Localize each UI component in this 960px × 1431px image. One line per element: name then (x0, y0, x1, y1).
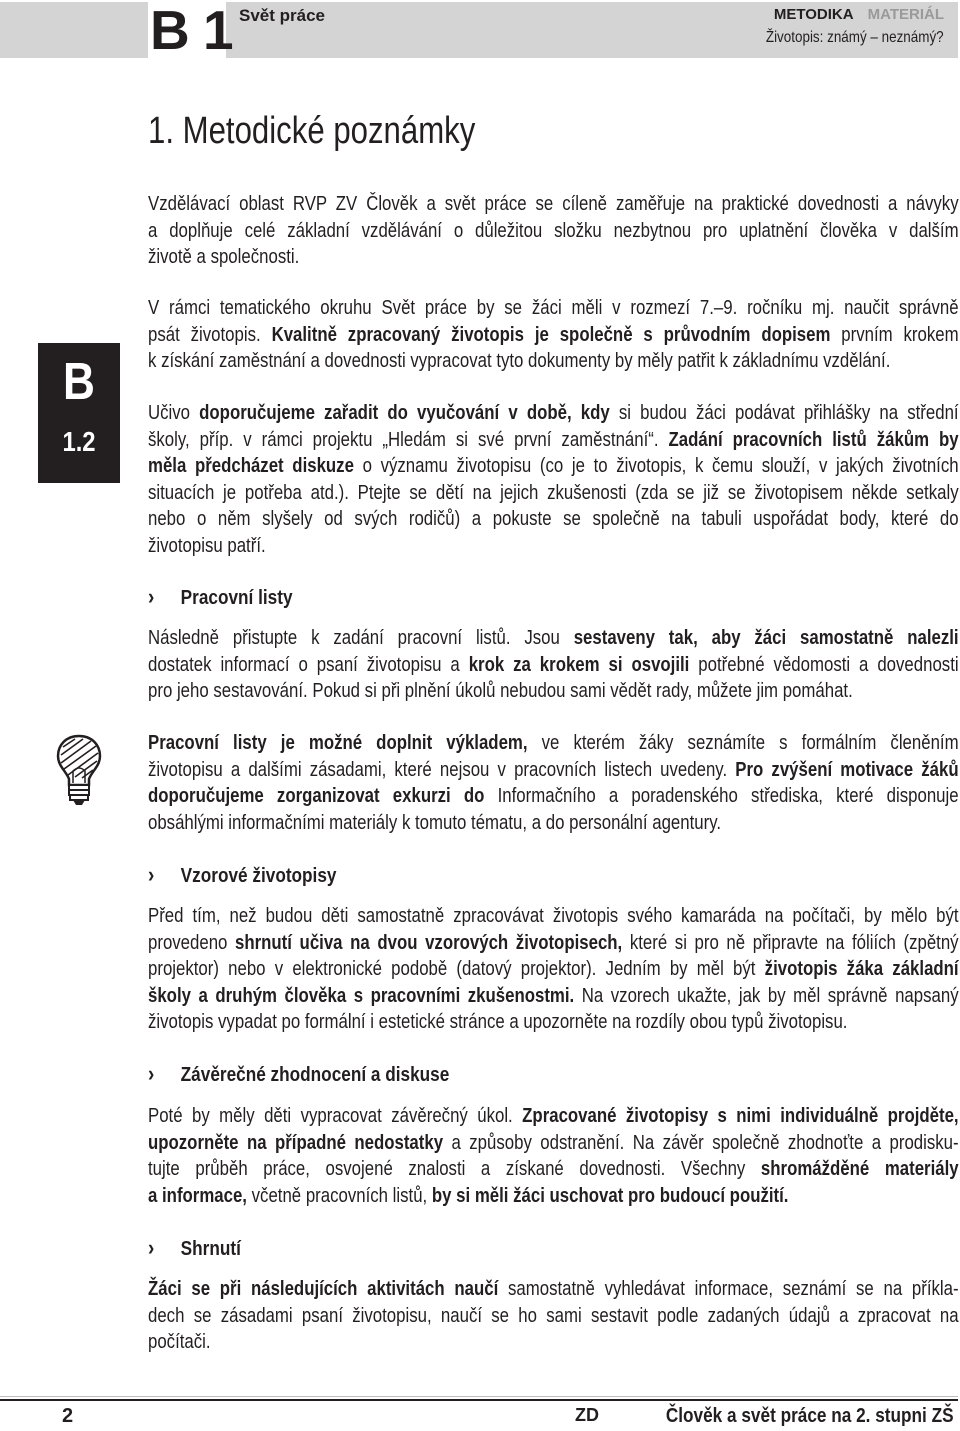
footer-divider-light (0, 1396, 958, 1397)
text-line: a doplňuje celé základní vzdělávání o důležitou složku nezbytnou pro uplatnění člověka v dalším (148, 219, 959, 242)
text-line: Před tím, než budou děti samostatně zpracovávat životopis svého kamaráda na počítači, by mělo být (148, 905, 959, 927)
text-line (148, 757, 959, 784)
text-run: Na vzorech ukažte, jak by měl správně napsaný (581, 984, 959, 1007)
text-line (148, 1130, 959, 1157)
text-bold: školy a druhým člověka s pracovními zkušenostmi. (148, 984, 575, 1007)
section-heading-shrnuti (148, 1235, 241, 1261)
section-heading-label: Shrnutí (180, 1238, 241, 1260)
text-run: o významu životopisu (co je to životopis, k čemu slouží, v jakých životních (362, 455, 959, 477)
footer-divider (0, 1399, 958, 1401)
text-line (148, 652, 959, 679)
lightbulb-icon (55, 733, 103, 807)
tag-material: MATERIÁL (867, 6, 944, 23)
paragraph-intro (148, 191, 960, 271)
text-line: dech se zásadami psaní životopisu, naučí se ho sami sestavit podle zadaných údajů a zpracovat na (148, 1304, 959, 1327)
text-line (148, 625, 959, 652)
text-run: které si pro ně připravte na fóliích (zpětný (629, 931, 959, 954)
paragraph-sample-cv (148, 903, 960, 1036)
text-line: počítači. (148, 1331, 211, 1353)
text-bold: krok za krokem si osvojili (468, 653, 690, 676)
text-bold: by si měli žáci uschovat pro budoucí použití. (431, 1184, 789, 1207)
text-run: školy, příp. v rámci projektu „Hledám si své první zaměstnání“. (148, 428, 659, 451)
text-bold: doporučujeme zorganizovat exkurzi do (148, 785, 485, 807)
text-line (148, 1103, 959, 1130)
page-title: 1. Metodické poznámky (148, 110, 476, 152)
text-line (148, 1183, 959, 1210)
badge-number: 1.2 (62, 426, 96, 457)
section-heading-label: Závěrečné zhodnocení a diskuse (180, 1064, 450, 1086)
text-line (148, 956, 959, 983)
chevron-right-icon: › (148, 584, 155, 609)
text-bold: Žáci se při následujících aktivitách naučí (148, 1278, 499, 1300)
tag-metodika: METODIKA (773, 6, 854, 23)
text-bold: doporučujeme zařadit do vyučování v době, kdy (199, 402, 610, 424)
text-run: provedeno (148, 931, 228, 954)
paragraph-scope (148, 295, 960, 375)
text-line: životopisu patří. (148, 534, 266, 557)
text-line (148, 783, 959, 810)
text-bold: shromážděné materiály (760, 1158, 959, 1180)
text-line: situacích je potřeba atd.). Ptejte se dětí na jejich zkušenosti (zda se již se životopisem někde setkaly (148, 481, 959, 504)
text-line: životě a společnosti. (148, 246, 300, 268)
page-number: 2 (62, 1405, 74, 1427)
page-header (0, 0, 960, 60)
chevron-right-icon: › (148, 1061, 155, 1086)
text-run: Učivo (148, 402, 191, 424)
text-bold: upozorněte na případné nedostatky (148, 1131, 444, 1154)
section-heading-label: Vzorové životopisy (180, 865, 337, 887)
text-line (148, 427, 959, 454)
text-bold: shrnutí učiva na dvou vzorových životopisech, (235, 931, 623, 954)
chevron-right-icon: › (148, 1235, 155, 1260)
section-code: B 1 (150, 0, 233, 61)
text-bold: životopis žáka základní (764, 958, 959, 980)
text-run: Poté by měly děti vypracovat závěrečný úkol. (148, 1105, 513, 1127)
section-heading-label: Pracovní listy (180, 587, 293, 609)
text-run: včetně pracovních listů, (251, 1184, 428, 1207)
text-bold: Pro zvýšení motivace žáků (735, 758, 959, 781)
text-line: nebo o něm slyšely od svých rodičů) a pokuste se společně na tabuli uspořádat body, které do (148, 508, 959, 530)
text-run: tujte průběh práce, osvojené znalosti a získané dovednosti. Všechny (148, 1158, 746, 1180)
text-line (148, 1156, 959, 1183)
text-run: prvním krokem (841, 323, 959, 346)
text-line (148, 322, 959, 349)
text-run: dostatek informací o psaní životopisu a (148, 653, 460, 676)
paragraph-supplement (148, 730, 960, 836)
paragraph-worksheets (148, 625, 960, 705)
section-heading-zaverecne (148, 1061, 449, 1087)
section-badge (38, 343, 120, 483)
text-line (148, 730, 959, 757)
text-run: Následně přistupte k zadání pracovní listů. Jsou (148, 627, 560, 649)
text-run: Informačního a poradenského střediska, které disponuje (497, 785, 959, 807)
text-line: pro jeho sestavování. Pokud si při plnění úkolů nebudou sami vědět rady, můžete jim pomáhat. (148, 680, 853, 702)
paragraph-curriculum (148, 400, 960, 559)
text-bold: sestaveny tak, aby žáci samostatně nalezli (573, 627, 959, 649)
text-line (148, 983, 959, 1010)
section-heading-pracovni-listy (148, 584, 293, 610)
doc-title: Životopis: známý – neznámý? (766, 29, 944, 46)
text-run: a způsoby odstranění. Na závěr společně zhodnoťte a prodisku- (451, 1131, 959, 1154)
text-line (148, 1276, 959, 1303)
text-bold: Kvalitně zpracovaný životopis je společně s průvodním dopisem (271, 323, 831, 346)
text-bold: Zpracované životopisy s nimi individuálně projděte, (522, 1105, 959, 1127)
text-bold: Pracovní listy je možné doplnit výkladem, (148, 732, 528, 754)
text-bold: a informace, (148, 1184, 247, 1207)
text-line: k získání zaměstnání a dovednosti vypracovat tyto dokumenty by měly patřit k základnímu vzdělání. (148, 350, 891, 372)
text-run: psát životopis. (148, 323, 261, 346)
chevron-right-icon: › (148, 862, 155, 887)
text-run: projektor) nebo v elektronické podobě (datový projektor). Jedním by měl být (148, 958, 756, 980)
text-bold: měla předcházet diskuze (148, 455, 354, 477)
text-run: ve kterém žáky seznámíte s formálním členěním (541, 732, 959, 754)
text-bold: Zadání pracovních listů žákům by (668, 428, 959, 451)
footer-title: Člověk a svět práce na 2. stupni ZŠ (666, 1405, 954, 1427)
text-run: si budou žáci podávat přihlášky na střední (618, 402, 959, 424)
text-line: životopis vypadat po formální i estetické stránce a upozorněte na rozdíly obou typů životopisu. (148, 1011, 848, 1033)
paragraph-summary (148, 1276, 960, 1356)
text-line: obsáhlými informačními materiály k tomuto tématu, a do personální agentury. (148, 811, 722, 834)
header-subject: Svět práce (239, 6, 325, 25)
text-line (148, 400, 959, 427)
text-line: Vzdělávací oblast RVP ZV Člověk a svět práce se cíleně zaměřuje na praktické dovednosti a návyky (148, 193, 959, 215)
text-line (148, 930, 959, 957)
badge-letter: B (63, 353, 95, 411)
text-line: V rámci tematického okruhu Svět práce by se žáci měli v rozmezí 7.–9. ročníku mj. naučit správně (148, 297, 959, 319)
text-run: potřebné vědomosti a dovednosti (698, 653, 959, 676)
text-run: samostatně vyhledávat informace, seznámí se na příkla- (508, 1278, 959, 1300)
text-run: životopisu a dalšími zásadami, které nejsou v pracovních listech uvedeny. (148, 758, 728, 781)
section-heading-vzorove (148, 862, 336, 888)
header-right (732, 6, 944, 47)
paragraph-evaluation (148, 1103, 960, 1209)
footer-code: ZD (575, 1405, 599, 1425)
text-line (148, 453, 959, 480)
